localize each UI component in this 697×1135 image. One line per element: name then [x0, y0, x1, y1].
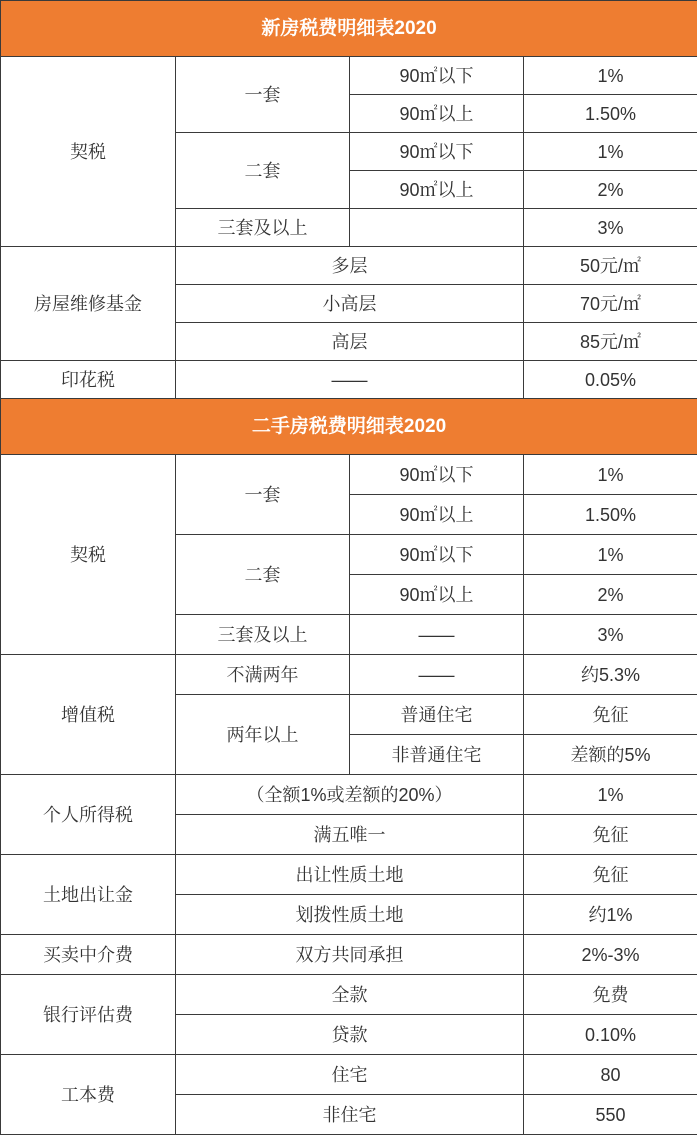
vat-label: 增值税: [1, 655, 176, 775]
area-over-90: 90㎡以上: [350, 495, 524, 535]
residential-label: 住宅: [176, 1055, 524, 1095]
production-fee-label: 工本费: [1, 1055, 176, 1135]
third-plus-label: 三套及以上: [176, 209, 350, 247]
rate-value: 50元/㎡: [524, 247, 697, 285]
rate-value: 1.50%: [524, 495, 697, 535]
under-two-years-label: 不满两年: [176, 655, 350, 695]
rate-value: 0.05%: [524, 361, 697, 399]
rate-value: 70元/㎡: [524, 285, 697, 323]
area-over-90: 90㎡以上: [350, 95, 524, 133]
rate-value: 约5.3%: [524, 655, 697, 695]
rate-value: 1%: [524, 57, 697, 95]
small-high-rise-label: 小高层: [176, 285, 524, 323]
rate-value: 免征: [524, 855, 697, 895]
second-hand-title: 二手房税费明细表2020: [1, 399, 697, 455]
stamp-tax-label: 印花税: [1, 361, 176, 399]
rate-value: 2%-3%: [524, 935, 697, 975]
second-home-label: 二套: [176, 133, 350, 209]
rate-value: 免征: [524, 815, 697, 855]
second-home-label: 二套: [176, 535, 350, 615]
high-rise-label: 高层: [176, 323, 524, 361]
fee-value: 80: [524, 1055, 697, 1095]
rate-value: 0.10%: [524, 1015, 697, 1055]
rate-value: 差额的5%: [524, 735, 697, 775]
rate-value: 1.50%: [524, 95, 697, 133]
rate-value: 1%: [524, 775, 697, 815]
land-fee-label: 土地出让金: [1, 855, 176, 935]
five-year-only-label: 满五唯一: [176, 815, 524, 855]
loan-label: 贷款: [176, 1015, 524, 1055]
income-note: （全额1%或差额的20%）: [176, 775, 524, 815]
third-plus-label: 三套及以上: [176, 615, 350, 655]
deed-tax-label: 契税: [1, 57, 176, 247]
ordinary-housing-label: 普通住宅: [350, 695, 524, 735]
rate-value: 3%: [524, 209, 697, 247]
multi-storey-label: 多层: [176, 247, 524, 285]
rate-value: 约1%: [524, 895, 697, 935]
area-under-90: 90㎡以下: [350, 535, 524, 575]
area-over-90: 90㎡以上: [350, 575, 524, 615]
area-under-90: 90㎡以下: [350, 133, 524, 171]
income-tax-label: 个人所得税: [1, 775, 176, 855]
rate-value: 85元/㎡: [524, 323, 697, 361]
agency-fee-label: 买卖中介费: [1, 935, 176, 975]
maintenance-fund-label: 房屋维修基金: [1, 247, 176, 361]
dash-placeholder: ——: [176, 361, 524, 399]
rate-value: 免费: [524, 975, 697, 1015]
rate-value: 2%: [524, 575, 697, 615]
rate-value: 1%: [524, 133, 697, 171]
rate-value: 免征: [524, 695, 697, 735]
area-over-90: 90㎡以上: [350, 171, 524, 209]
rate-value: 2%: [524, 171, 697, 209]
full-payment-label: 全款: [176, 975, 524, 1015]
over-two-years-label: 两年以上: [176, 695, 350, 775]
transferred-land-label: 出让性质土地: [176, 855, 524, 895]
fee-value: 550: [524, 1095, 697, 1135]
rate-value: 3%: [524, 615, 697, 655]
allocated-land-label: 划拨性质土地: [176, 895, 524, 935]
dash-placeholder: ——: [350, 655, 524, 695]
bank-appraisal-label: 银行评估费: [1, 975, 176, 1055]
non-residential-label: 非住宅: [176, 1095, 524, 1135]
area-under-90: 90㎡以下: [350, 57, 524, 95]
rate-value: 1%: [524, 535, 697, 575]
first-home-label: 一套: [176, 57, 350, 133]
agency-note: 双方共同承担: [176, 935, 524, 975]
new-house-title: 新房税费明细表2020: [1, 1, 697, 57]
rate-value: 1%: [524, 455, 697, 495]
dash-placeholder: ——: [350, 615, 524, 655]
first-home-label: 一套: [176, 455, 350, 535]
non-ordinary-housing-label: 非普通住宅: [350, 735, 524, 775]
deed-tax-label: 契税: [1, 455, 176, 655]
area-under-90: 90㎡以下: [350, 455, 524, 495]
empty-cell: [350, 209, 524, 247]
